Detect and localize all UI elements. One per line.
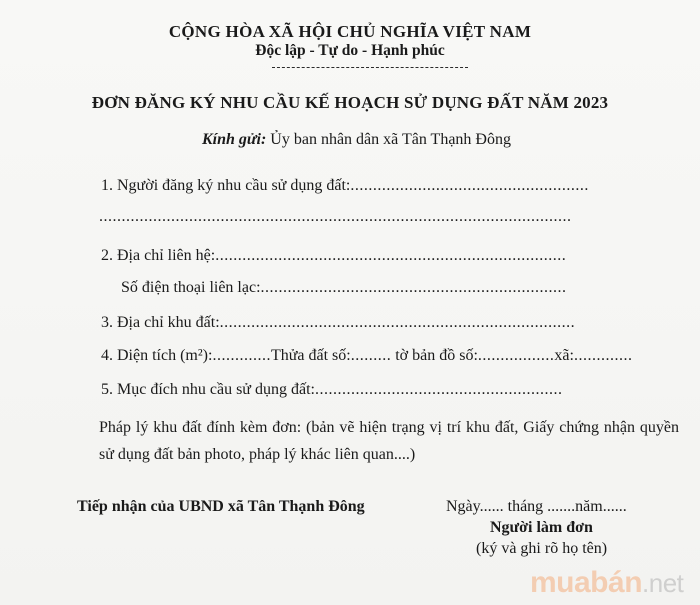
field-area-dots: ............. <box>212 347 271 364</box>
watermark-tld: .net <box>642 568 684 598</box>
national-title: CỘNG HÒA XÃ HỘI CHỦ NGHĨA VIỆT NAM <box>168 22 532 41</box>
field-land-address-label: 3. Địa chỉ khu đất: <box>101 314 220 331</box>
field-applicant-dots: ..................................................... <box>350 177 589 194</box>
field-contact-address <box>101 247 566 265</box>
muaban-watermark <box>530 566 683 600</box>
field-applicant-label: 1. Người đăng ký nhu cầu sử dụng đất: <box>101 177 351 194</box>
applicant-label: Người làm đơn <box>490 519 593 536</box>
field-phone-label: Số điện thoại liên lạc: <box>121 279 261 296</box>
recipient-line <box>202 131 511 149</box>
signature-note: (ký và ghi rõ họ tên) <box>476 540 608 557</box>
field-area <box>101 347 632 365</box>
watermark-brand: muabán <box>530 566 643 599</box>
national-motto: Độc lập - Tự do - Hạnh phúc <box>255 42 445 59</box>
field-land-address <box>101 314 575 332</box>
recipient-label: Kính gửi: <box>202 131 267 148</box>
legal-attachments-text: Pháp lý khu đất đính kèm đơn: (bản vẽ hiện trạng vị trí khu đất, Giấy chứng nhận quyền sử dụng đất bản photo, pháp lý khác liên quan....) <box>99 419 679 463</box>
field-parcel-label: Thửa đất số: <box>270 347 351 364</box>
field-map-label: tờ bản đồ số: <box>395 347 478 364</box>
motto-underline <box>272 67 468 68</box>
field-phone-dots: .................................................................... <box>260 279 567 296</box>
date-line: Ngày...... tháng .......năm...... <box>446 498 627 515</box>
field-applicant-continuation <box>99 208 572 226</box>
field-commune-label: xã: <box>554 347 574 364</box>
field-applicant <box>101 177 589 195</box>
field-applicant-dots-2: ......................................................................................................... <box>99 208 572 225</box>
receipt-label: Tiếp nhận của UBND xã Tân Thạnh Đông <box>77 498 365 515</box>
field-parcel-dots: ......... <box>350 347 392 364</box>
field-commune-dots: ............. <box>573 347 633 364</box>
form-title: ĐƠN ĐĂNG KÝ NHU CẦU KẾ HOẠCH SỬ DỤNG ĐẤT NĂM 2023 <box>91 93 609 112</box>
field-phone <box>121 279 567 297</box>
field-map-dots: ................. <box>477 347 555 364</box>
field-contact-address-dots: .............................................................................. <box>215 247 567 264</box>
field-purpose-dots: ....................................................... <box>314 381 563 398</box>
field-purpose <box>101 381 562 399</box>
field-area-label: 4. Diện tích (m²): <box>101 347 213 364</box>
field-contact-address-label: 2. Địa chỉ liên hệ: <box>101 247 216 264</box>
field-land-address-dots: ............................................................................... <box>219 314 576 331</box>
recipient-value: Ủy ban nhân dân xã Tân Thạnh Đông <box>270 131 511 148</box>
field-purpose-label: 5. Mục đích nhu cầu sử dụng đất: <box>101 381 315 398</box>
